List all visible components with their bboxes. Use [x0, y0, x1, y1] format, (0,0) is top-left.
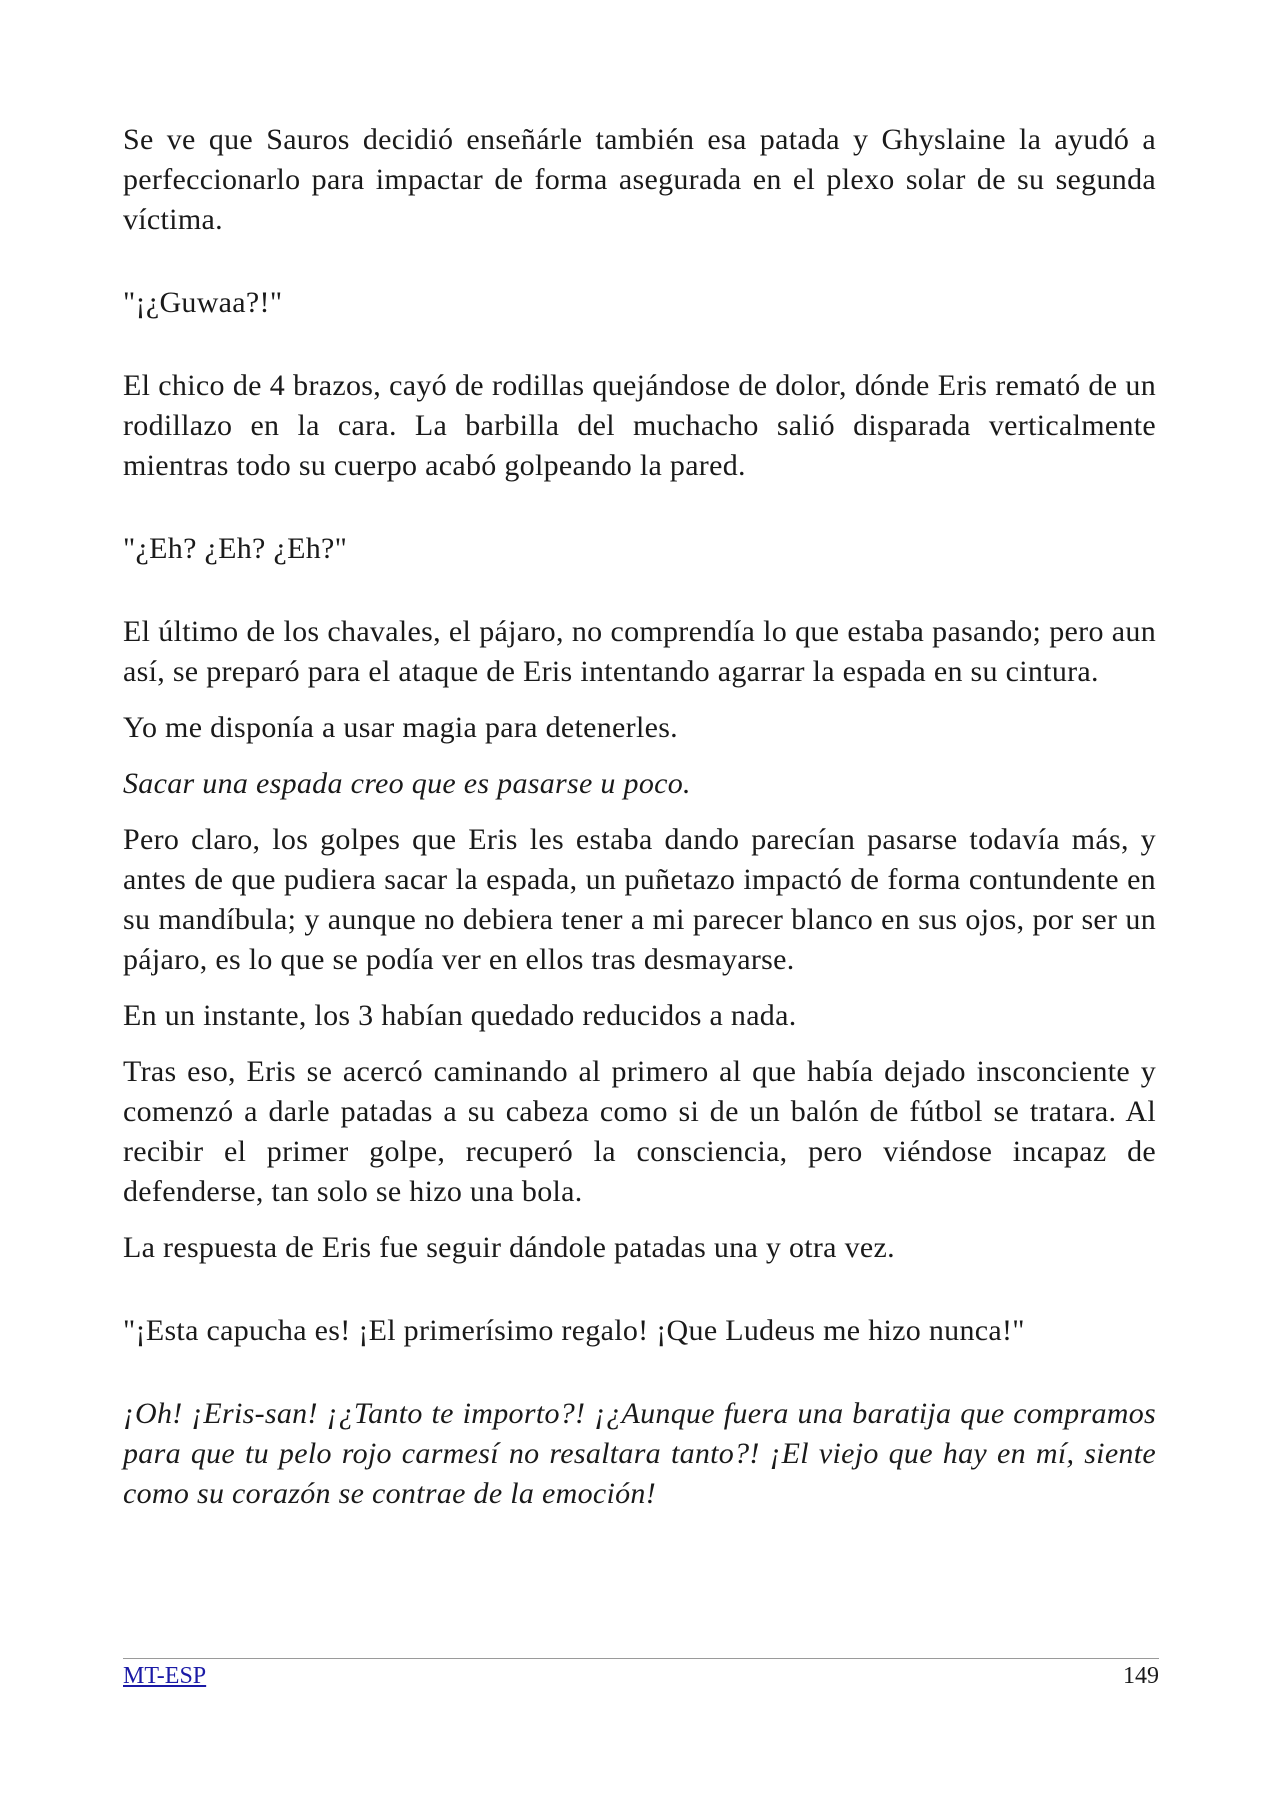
page-footer — [123, 1658, 1159, 1689]
paragraph-3: El último de los chavales, el pájaro, no comprendía lo que estaba pasando; pero aun así, se preparó para el ataque de Eris intentando agarrar la espada en su cintura. — [123, 615, 1156, 688]
paragraph-6: En un instante, los 3 habían quedado reducidos a nada. — [123, 999, 797, 1032]
dialogue-1: "¡¿Guwaa?!" — [123, 286, 283, 319]
thought-1: Sacar una espada creo que es pasarse u poco. — [123, 767, 691, 800]
paragraph-2: El chico de 4 brazos, cayó de rodillas quejándose de dolor, dónde Eris remató de un rodillazo en la cara. La barbilla del muchacho salió disparada verticalmente mientras todo su cuerpo acabó golpeando la pared. — [123, 369, 1156, 482]
paragraph-1: Se ve que Sauros decidió enseñárle también esa patada y Ghyslaine la ayudó a perfeccionarlo para impactar de forma asegurada en el plexo solar de su segunda víctima. — [123, 123, 1156, 236]
paragraph-8: La respuesta de Eris fue seguir dándole patadas una y otra vez. — [123, 1231, 895, 1264]
thought-2: ¡Oh! ¡Eris-san! ¡¿Tanto te importo?! ¡¿Aunque fuera una baratija que compramos para que tu pelo rojo carmesí no resaltara tanto?! ¡El viejo que hay en mí, siente como su corazón se contrae de la emoción! — [123, 1397, 1156, 1510]
paragraph-5: Pero claro, los golpes que Eris les estaba dando parecían pasarse todavía más, y antes de que pudiera sacar la espada, un puñetazo impactó de forma contundente en su mandíbula; y aunque no debiera tener a mi parecer blanco en sus ojos, por ser un pájaro, es lo que se podía ver en ellos tras desmayarse. — [123, 823, 1156, 976]
footer-link[interactable]: MT-ESP — [123, 1663, 207, 1689]
dialogue-2: "¿Eh? ¿Eh? ¿Eh?" — [123, 532, 348, 565]
dialogue-3: "¡Esta capucha es! ¡El primerísimo regalo! ¡Que Ludeus me hizo nunca!" — [123, 1314, 1025, 1347]
page-number: 149 — [1123, 1663, 1159, 1689]
paragraph-7: Tras eso, Eris se acercó caminando al primero al que había dejado insconciente y comenzó a darle patadas a su cabeza como si de un balón de fútbol se tratara. Al recibir el primer golpe, recuperó la consciencia, pero viéndose incapaz de defenderse, tan solo se hizo una bola. — [123, 1055, 1156, 1208]
document-body — [123, 120, 1156, 1514]
paragraph-4: Yo me disponía a usar magia para detenerles. — [123, 711, 678, 744]
